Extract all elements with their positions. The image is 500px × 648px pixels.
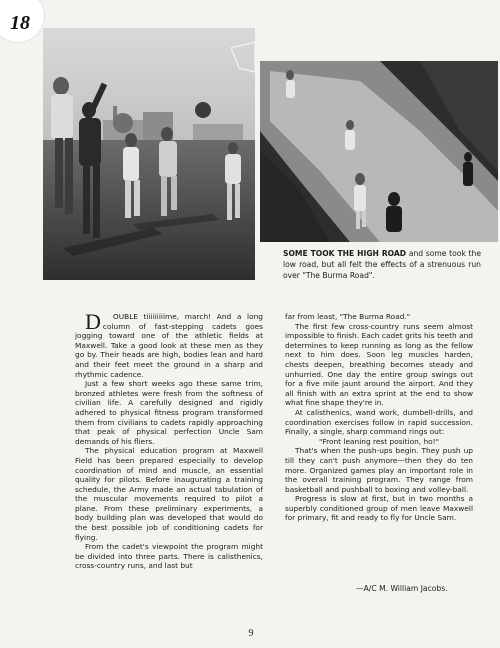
drop-cap: D [85, 309, 101, 334]
article-paragraph: That's when the push-ups begin. They push up till they can't push anymore—then they do ten more. Organized games play an important role in the overall training program. They range from basketball and pushball to boxing and volley-ball. [285, 446, 473, 494]
article-quote: "Front leaning rest position, ho!" [318, 436, 440, 446]
article-paragraph-text: OUBLE tiiiiiiiiime, march! And a long column of fast-stepping cadets goes jogging toward one of the athletic fields at Maxwell. Take a good look at these men as they go by. Their heads are high, bodies lean and hard and their feet meet the ground in a sharp and rhythmic cadence. [75, 312, 263, 379]
article-paragraph: far from least, "The Burma Road." [285, 312, 411, 321]
caption-text: and some took the low road, but all felt the effects of a strenuous run over "The Burma Road". [283, 249, 481, 280]
basketball-photo-image [43, 28, 255, 280]
corner-page-number: 18 [10, 12, 30, 34]
hill-run-photo [260, 61, 498, 242]
article-paragraph: From the cadet's viewpoint the program might be divided into three parts. There is calisthenics, cross-country runs, and last but [75, 542, 263, 571]
article-paragraph [75, 309, 263, 379]
article-column-left [75, 309, 263, 571]
article-paragraph: Progress is slow at first, but in two months a superbly conditioned group of men leave Maxwell for primary, fit and ready to fly for Uncle Sam. [285, 494, 473, 523]
hill-run-photo-image [260, 61, 498, 242]
author-signature: —A/C M. William Jacobs. [356, 584, 448, 593]
article-paragraph: Just a few short weeks ago these same trim, bronzed athletes were fresh from the softness of civilian life. A carefully designed and rigidly adhered to physical fitness program transformed them from civilians to cadets rapidly approaching that peak of physical perfection Uncle Sam demands of his fliers. [75, 379, 263, 446]
basketball-photo [43, 28, 255, 280]
article-paragraph: The first few cross-country runs seem almost impossible to finish. Each cadet grits his teeth and determines to keep running as long as the fellow next to him does. Soon leg muscles harden, chests deepen, breathing becomes steady and unhurried. One day the entire group swings out for a five mile jaunt around the airport. And they all finish with an extra sprint at the end to show what fine shape they're in. [285, 321, 473, 408]
article-paragraph: At calisthenics, wand work, dumbell-drills, and coordination exercises follow in rapid succession. Finally, a single, sharp command rings out: [285, 407, 473, 437]
caption-lead: SOME TOOK THE HIGH ROAD [283, 249, 407, 258]
article-column-right [285, 312, 473, 523]
article-paragraph: The physical education program at Maxwell Field has been prepared especially to develop coordination of mind and muscle, an essential quality for pilots. Before inaugurating a training schedule, the Army made an actual tabulation of the muscular movements required to pilot a plane. From these preliminary experiments, a body building plan was developed that would do the best possible job of conditioning cadets for flying. [75, 446, 263, 542]
page-number: 9 [248, 628, 254, 639]
photo-caption [283, 248, 481, 281]
